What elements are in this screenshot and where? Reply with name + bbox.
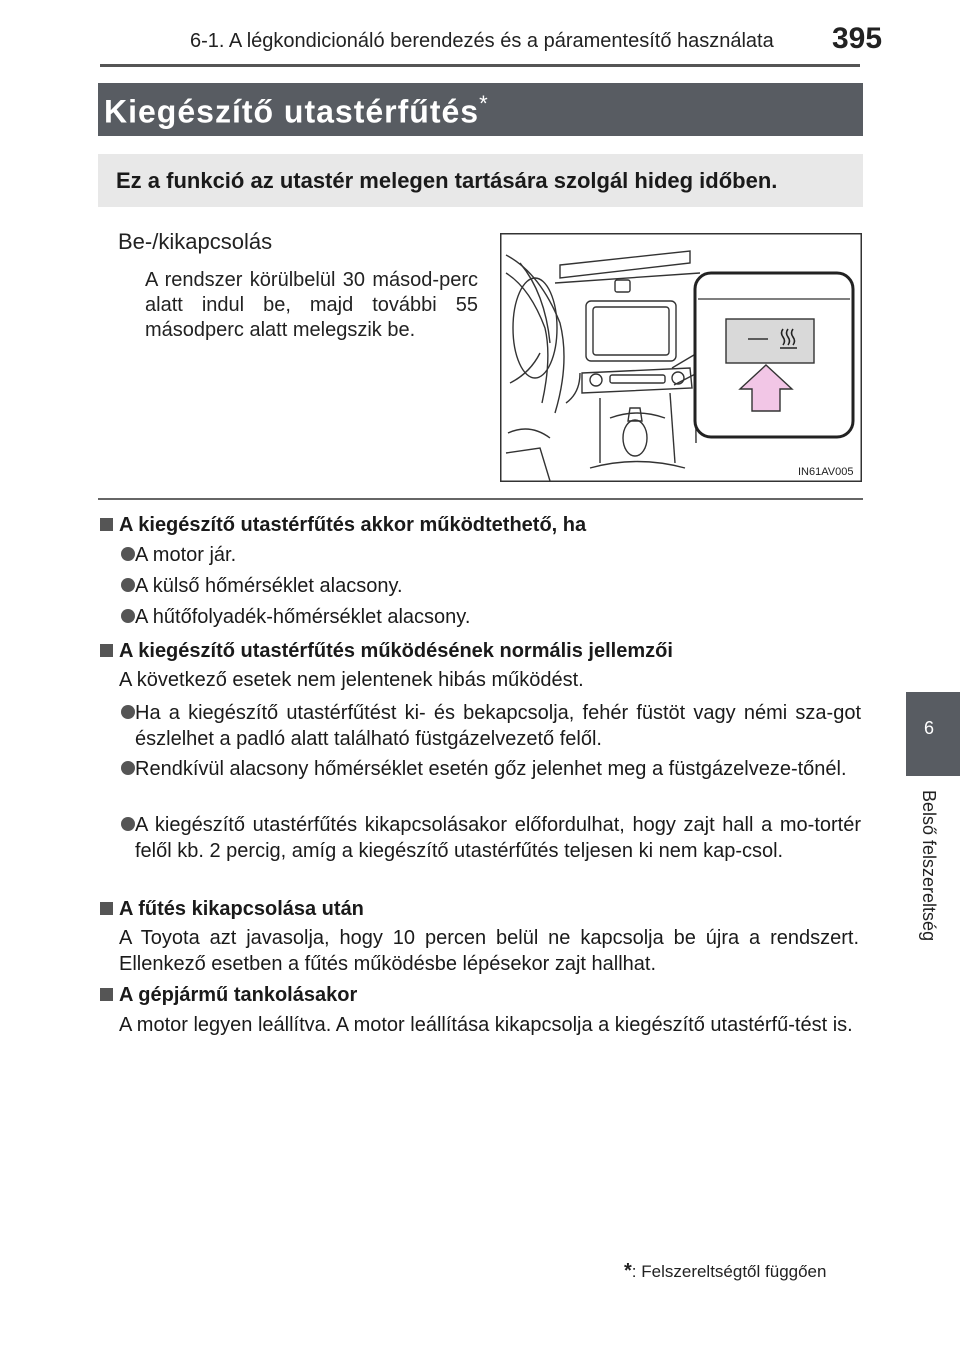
page-number: 395	[832, 22, 883, 55]
section-heading-2: A kiegészítő utastérfűtés működésének normális jellemzői	[100, 638, 673, 664]
square-bullet-icon	[100, 988, 113, 1001]
section-heading-4: A gépjármű tankolásakor	[100, 982, 357, 1008]
square-bullet-icon	[100, 518, 113, 531]
chapter-label: Belső felszereltség	[919, 790, 939, 942]
bullet-dot-icon	[121, 609, 135, 623]
list-item: Ha a kiegészítő utastérfűtést ki- és bekapcsolja, fehér füstöt vagy némi sza-got észlelhet a padló alatt található füstgázelvezető felől.	[121, 700, 861, 752]
footnote	[624, 1260, 826, 1283]
section-paragraph: A következő esetek nem jelentenek hibás működést.	[119, 669, 584, 691]
footnote-text: : Felszereltségtől függően	[631, 1262, 827, 1281]
section-paragraph: A motor legyen leállítva. A motor leállítása kikapcsolja a kiegészítő utastérfű-tést is.	[119, 1014, 853, 1036]
bullet-dot-icon	[121, 705, 135, 719]
square-bullet-icon	[100, 644, 113, 657]
heater-switch-panel	[726, 319, 814, 363]
section-heading-1: A kiegészítő utastérfűtés akkor működtethető, ha	[100, 512, 586, 538]
section-rule	[98, 498, 863, 500]
square-bullet-icon	[100, 902, 113, 915]
page-title	[104, 91, 489, 131]
bullet-dot-icon	[121, 578, 135, 592]
title-asterisk: *	[479, 91, 489, 116]
running-header: 6-1. A légkondicionáló berendezés és a páramentesítő használata	[190, 30, 774, 52]
header-rule	[100, 64, 860, 67]
chapter-number: 6	[924, 718, 935, 738]
bullet-dot-icon	[121, 547, 135, 561]
footnote-asterisk: *	[624, 1260, 632, 1282]
section-paragraph: A Toyota azt javasolja, hogy 10 percen belül ne kapcsolja be újra a rendszert. Ellenkező esetben a fűtés működésbe lépésekor zajt hallhat.	[119, 927, 859, 975]
onoff-description: A rendszer körülbelül 30 másod-perc alatt indul be, majd további 55 másodperc alatt melegszik be.	[145, 269, 478, 341]
list-item: A motor jár.	[121, 542, 861, 568]
bullet-dot-icon	[121, 817, 135, 831]
figure-code: IN61AV005	[798, 466, 854, 478]
list-item: Rendkívül alacsony hőmérséklet esetén gőz jelenhet meg a füstgázelveze-tőnél.	[121, 756, 861, 782]
list-item: A hűtőfolyadék-hőmérséklet alacsony.	[121, 604, 861, 630]
onoff-title: Be-/kikapcsolás	[118, 229, 273, 254]
dashboard-figure	[500, 233, 862, 482]
section-heading-3: A fűtés kikapcsolása után	[100, 896, 364, 922]
bullet-dot-icon	[121, 761, 135, 775]
page-title-text: Kiegészítő utastérfűtés	[104, 93, 480, 130]
intro-text: Ez a funkció az utastér melegen tartására szolgál hideg időben.	[116, 168, 778, 193]
list-item: A kiegészítő utastérfűtés kikapcsolásakor előfordulhat, hogy zajt hall a mo-tortér felől kb. 2 percig, amíg a kiegészítő utastérfűtés teljesen ki nem kap-csol.	[121, 812, 861, 864]
list-item: A külső hőmérséklet alacsony.	[121, 573, 861, 599]
